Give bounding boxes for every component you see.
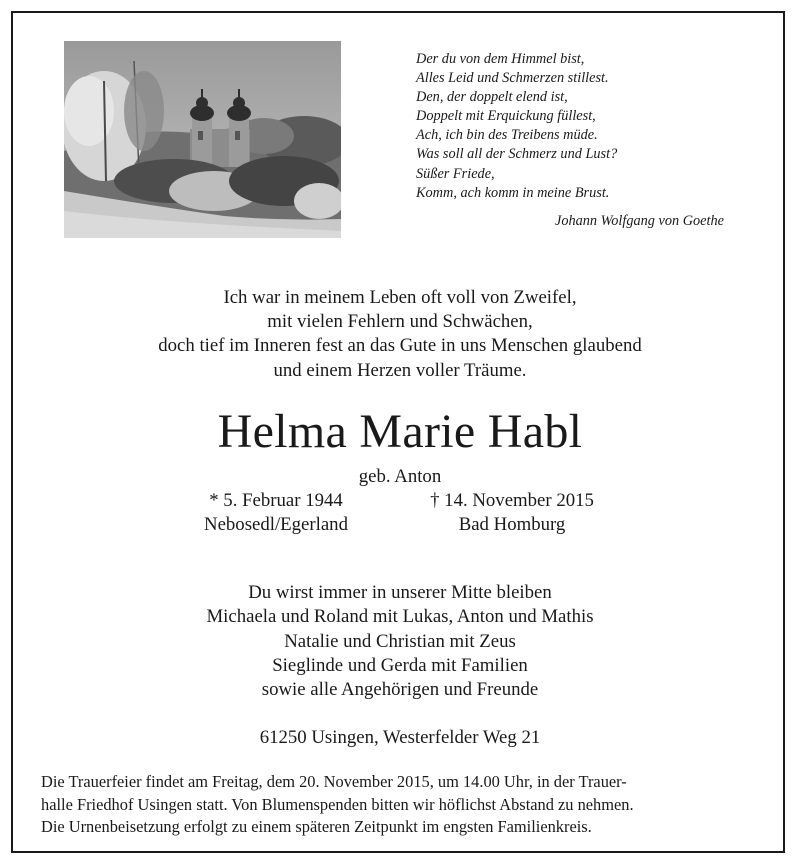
birth-date: * 5. Februar 1944 [209, 490, 343, 511]
death-info [392, 489, 632, 537]
mourner-line: Du wirst immer in unserer Mitte bleiben [248, 582, 552, 603]
notice-line: Die Trauerfeier findet am Freitag, dem 20. November 2015, um 14.00 Uhr, in der Trauer- [41, 772, 627, 791]
mourner-line: Michaela und Roland mit Lukas, Anton und Mathis [206, 606, 594, 628]
birth-place: Nebosedl/Egerland [204, 514, 348, 535]
poem-line: Alles Leid und Schmerzen stillest. [416, 70, 609, 87]
notice-line: Die Urnenbeisetzung erfolgt zu einem späteren Zeitpunkt im engsten Familienkreis. [41, 817, 592, 837]
poem-line: Ach, ich bin des Treibens müde. [416, 127, 598, 144]
motto-line: mit vielen Fehlern und Schwächen, [267, 311, 533, 333]
mourner-line: Sieglinde und Gerda mit Familien [272, 654, 528, 676]
motto-line: doch tief im Inneren fest an das Gute in uns Menschen glaubend [158, 335, 642, 357]
family-address: 61250 Usingen, Westerfelder Weg 21 [259, 727, 541, 748]
poem-line: Doppelt mit Erquickung füllest, [416, 108, 596, 125]
mourner-line: sowie alle Angehörigen und Freunde [261, 679, 539, 701]
poem-author: Johann Wolfgang von Goethe [554, 213, 724, 229]
deceased-name: Helma Marie Habl [217, 405, 583, 458]
poem-line: Was soll all der Schmerz und Lust? [416, 146, 618, 163]
poem-line: Der du von dem Himmel bist, [416, 51, 585, 67]
death-place: Bad Homburg [458, 514, 566, 535]
motto-line: und einem Herzen voller Träume. [273, 359, 527, 381]
goethe-poem [416, 50, 756, 203]
poem-line: Komm, ach komm in meine Brust. [416, 184, 610, 201]
notice-line: halle Friedhof Usingen statt. Von Blumenspenden bitten wir höflichst Abstand zu nehmen. [41, 794, 634, 814]
funeral-notice [41, 771, 761, 839]
death-date: † 14. November 2015 [430, 490, 594, 511]
poem-line: Süßer Friede, [416, 165, 495, 182]
maiden-name: geb. Anton [358, 466, 442, 487]
poem-line: Den, der doppelt elend ist, [416, 89, 568, 106]
church-landscape-photo [64, 41, 341, 238]
birth-info [156, 489, 396, 537]
mourners-list [50, 581, 750, 702]
mourner-line: Natalie und Christian mit Zeus [284, 630, 516, 652]
motto-text [50, 286, 750, 383]
motto-line: Ich war in meinem Leben oft voll von Zweifel, [223, 287, 577, 308]
